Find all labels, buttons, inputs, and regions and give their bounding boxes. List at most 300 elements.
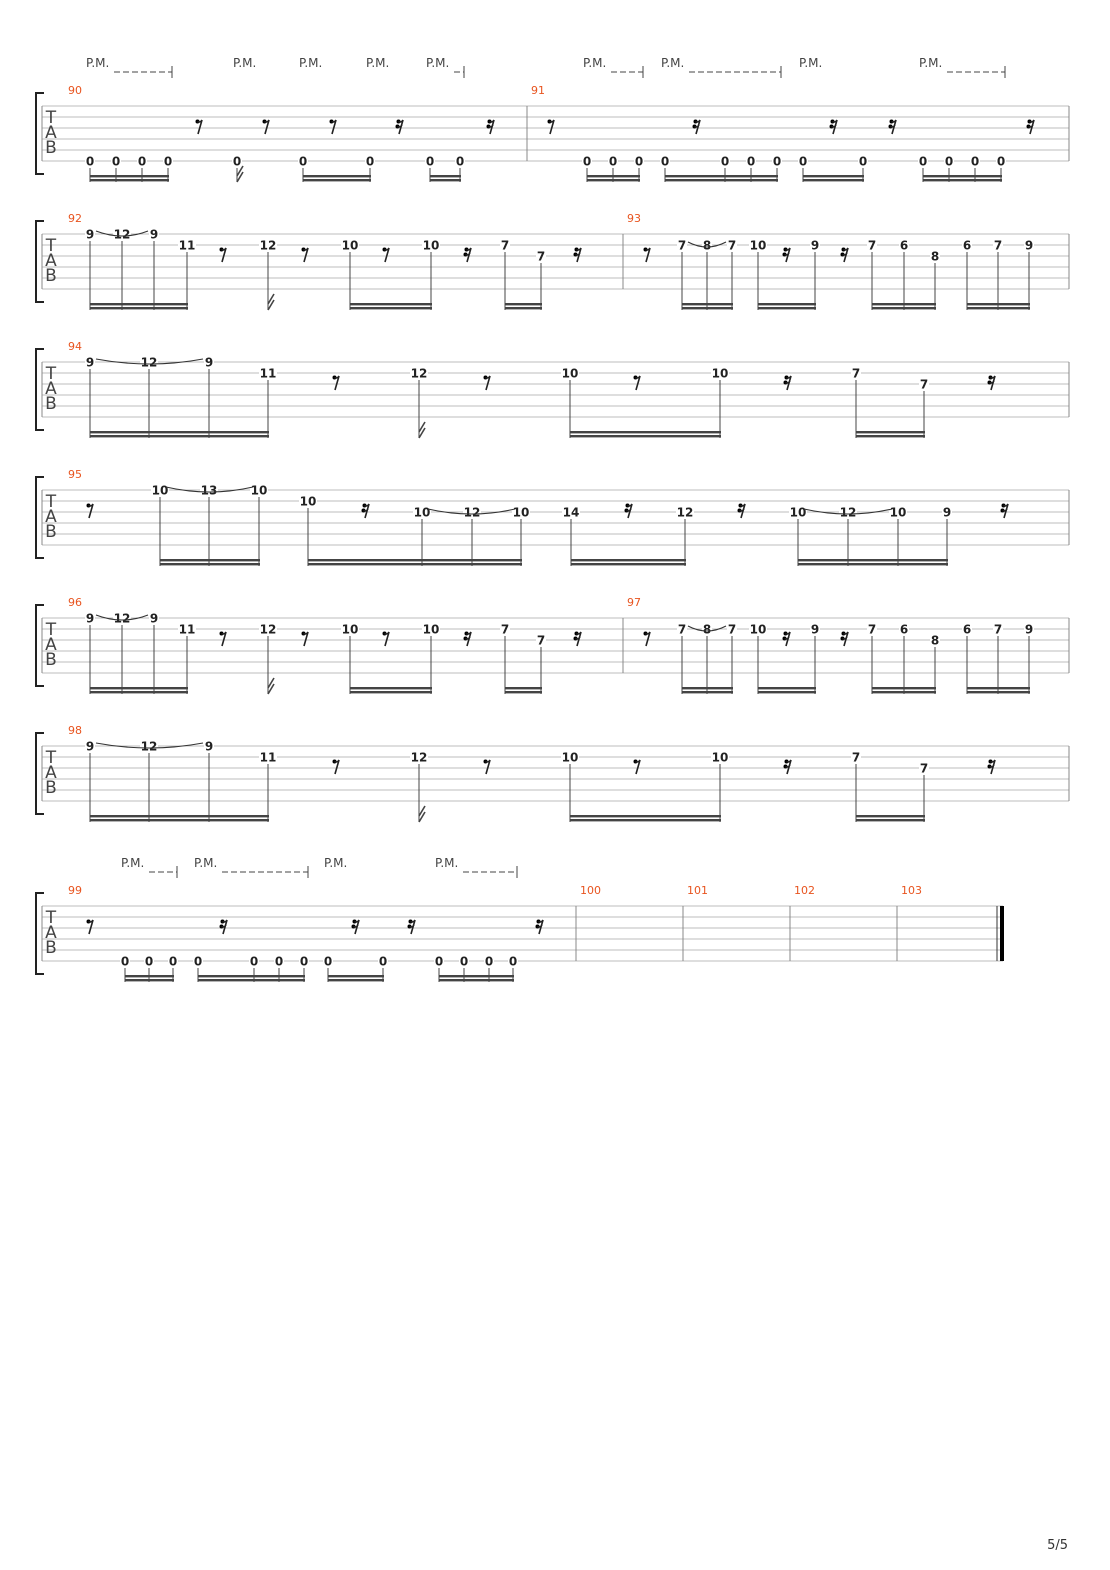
fret-number: 7 (677, 238, 687, 253)
beam (328, 975, 384, 977)
fret-number: 10 (512, 505, 530, 520)
measure (68, 884, 543, 982)
system-bracket (36, 605, 44, 686)
tab-clef-letter: T (45, 908, 57, 928)
fret-number: 7 (867, 622, 877, 637)
fret-number: 7 (851, 366, 861, 381)
beam (665, 179, 778, 181)
fret-number: 0 (970, 154, 980, 169)
fret-number: 10 (299, 494, 317, 509)
staff-system (36, 468, 1069, 566)
measure-number: 101 (687, 884, 708, 897)
fret-number: 7 (500, 622, 510, 637)
page-number: 5/5 (1047, 1538, 1068, 1553)
measure-number: 95 (68, 468, 82, 481)
sixteenth-rest (784, 376, 792, 391)
fret-number: 9 (85, 227, 95, 242)
beam (90, 815, 269, 817)
fret-number: 0 (232, 154, 242, 169)
fret-number: 10 (422, 238, 440, 253)
fret-number: 12 (676, 505, 694, 520)
beam (570, 815, 721, 817)
eighth-rest (383, 248, 390, 263)
measure-number: 92 (68, 212, 82, 225)
fret-number: 10 (413, 505, 431, 520)
staff-system (36, 724, 1069, 822)
fret-number: 10 (711, 366, 729, 381)
measure (901, 884, 922, 897)
beam (872, 687, 936, 689)
palm-mute-label: P.M. (86, 56, 110, 70)
beam (856, 431, 925, 433)
beam (758, 687, 816, 689)
fret-number: 0 (858, 154, 868, 169)
fret-number: 9 (1024, 622, 1034, 637)
beam (758, 307, 816, 309)
beam (198, 975, 305, 977)
tab-clef-letter: B (45, 266, 57, 286)
fret-number: 10 (341, 238, 359, 253)
measure-number: 91 (531, 84, 545, 97)
fret-number: 0 (168, 954, 178, 969)
beam (923, 175, 1002, 177)
beam (125, 979, 174, 981)
beam (856, 435, 925, 437)
measure (68, 596, 581, 694)
beam (439, 975, 514, 977)
palm-mute (435, 856, 517, 878)
eighth-rest (333, 760, 340, 775)
sixteenth-rest (408, 920, 416, 935)
measure-number: 99 (68, 884, 82, 897)
beam (90, 431, 269, 433)
tab-clef-letter: T (45, 492, 57, 512)
palm-mute (324, 856, 347, 870)
eighth-rest (333, 376, 340, 391)
fret-number: 7 (993, 622, 1003, 637)
fret-number: 0 (720, 154, 730, 169)
palm-mute-label: P.M. (426, 56, 450, 70)
sixteenth-rest (988, 760, 996, 775)
fret-number: 0 (434, 954, 444, 969)
palm-mute-label: P.M. (583, 56, 607, 70)
palm-mute-label: P.M. (366, 56, 390, 70)
fret-number: 10 (711, 750, 729, 765)
sixteenth-rest (574, 632, 582, 647)
fret-number: 0 (608, 154, 618, 169)
sixteenth-rest (396, 120, 404, 135)
fret-number: 0 (772, 154, 782, 169)
fret-number: 0 (111, 154, 121, 169)
fret-number: 6 (962, 622, 972, 637)
beam (303, 175, 371, 177)
beam (856, 819, 925, 821)
eighth-rest (548, 120, 555, 135)
fret-number: 9 (149, 227, 159, 242)
beam (350, 691, 432, 693)
palm-mute-label: P.M. (435, 856, 459, 870)
system-bracket (36, 221, 44, 302)
beam (798, 559, 948, 561)
beam (430, 175, 461, 177)
tab-clef-letter: A (45, 379, 57, 399)
sixteenth-rest (783, 248, 791, 263)
beam (90, 179, 169, 181)
staff-system (36, 340, 1069, 438)
fret-number: 10 (561, 366, 579, 381)
palm-mute-label: P.M. (799, 56, 823, 70)
fret-number: 0 (746, 154, 756, 169)
sixteenth-rest (487, 120, 495, 135)
fret-number: 12 (113, 611, 131, 626)
sixteenth-rest (1001, 504, 1009, 519)
beam (923, 179, 1002, 181)
beam (160, 559, 260, 561)
fret-number: 0 (163, 154, 173, 169)
fret-number: 8 (702, 622, 712, 637)
sixteenth-rest (784, 760, 792, 775)
fret-number: 0 (365, 154, 375, 169)
fret-number: 11 (178, 238, 196, 253)
fret-number: 10 (151, 483, 169, 498)
fret-number: 11 (259, 750, 277, 765)
fret-number: 9 (149, 611, 159, 626)
sixteenth-rest (841, 632, 849, 647)
fret-number: 0 (249, 954, 259, 969)
fret-number: 9 (810, 622, 820, 637)
sixteenth-rest (574, 248, 582, 263)
fret-number: 7 (536, 249, 546, 264)
fret-number: 9 (204, 355, 214, 370)
tab-clef-letter: A (45, 507, 57, 527)
measure-number: 93 (627, 212, 641, 225)
fret-number: 10 (749, 238, 767, 253)
measure (68, 84, 494, 182)
fret-number: 0 (144, 954, 154, 969)
fret-number: 0 (274, 954, 284, 969)
tab-clef-letter: T (45, 364, 57, 384)
measure (68, 724, 995, 822)
measure-number: 97 (627, 596, 641, 609)
eighth-rest (484, 760, 491, 775)
fret-number: 7 (727, 622, 737, 637)
measure (627, 596, 1034, 694)
beam (90, 303, 188, 305)
palm-mute (661, 56, 781, 78)
fret-number: 13 (200, 483, 218, 498)
beam (90, 819, 269, 821)
beam (967, 307, 1030, 309)
fret-number: 0 (425, 154, 435, 169)
beam (570, 431, 721, 433)
eighth-rest (634, 760, 641, 775)
staff-system (36, 212, 1069, 310)
sixteenth-rest (830, 120, 838, 135)
system-bracket (36, 893, 44, 974)
fret-number: 12 (410, 750, 428, 765)
fret-number: 0 (944, 154, 954, 169)
staff-system (36, 56, 1069, 182)
fret-number: 12 (410, 366, 428, 381)
fret-number: 7 (851, 750, 861, 765)
beam (665, 175, 778, 177)
measure-number: 102 (794, 884, 815, 897)
fret-number: 12 (463, 505, 481, 520)
fret-number: 9 (85, 739, 95, 754)
sixteenth-rest (536, 920, 544, 935)
eighth-rest (263, 120, 270, 135)
fret-number: 0 (582, 154, 592, 169)
fret-number: 0 (798, 154, 808, 169)
beam (125, 975, 174, 977)
palm-mute-label: P.M. (919, 56, 943, 70)
fret-number: 12 (839, 505, 857, 520)
eighth-rest (484, 376, 491, 391)
fret-number: 7 (993, 238, 1003, 253)
sixteenth-rest (738, 504, 746, 519)
beam (308, 559, 522, 561)
beam (308, 563, 522, 565)
beam (303, 179, 371, 181)
measure-number: 90 (68, 84, 82, 97)
fret-number: 7 (919, 761, 929, 776)
measure-number: 98 (68, 724, 82, 737)
beam (798, 563, 948, 565)
eighth-rest (330, 120, 337, 135)
tab-clef-letter: A (45, 763, 57, 783)
fret-number: 11 (259, 366, 277, 381)
fret-number: 10 (422, 622, 440, 637)
fret-number: 12 (140, 739, 158, 754)
fret-number: 8 (930, 633, 940, 648)
palm-mute-label: P.M. (661, 56, 685, 70)
beam (856, 815, 925, 817)
fret-number: 0 (918, 154, 928, 169)
measure (531, 84, 1034, 182)
fret-number: 0 (459, 954, 469, 969)
tab-clef-letter: T (45, 748, 57, 768)
eighth-rest (302, 632, 309, 647)
beam (758, 691, 816, 693)
sixteenth-rest (362, 504, 370, 519)
sixteenth-rest (783, 632, 791, 647)
palm-mute (299, 56, 322, 70)
beam (872, 303, 936, 305)
sixteenth-rest (1027, 120, 1035, 135)
beam (505, 303, 542, 305)
measure (627, 212, 1034, 310)
beam (758, 303, 816, 305)
tab-clef-letter: A (45, 251, 57, 271)
staff-system (36, 856, 1003, 982)
beam (571, 563, 686, 565)
tab-clef-letter: A (45, 123, 57, 143)
beam (90, 175, 169, 177)
beam (872, 691, 936, 693)
tab-clef-letter: B (45, 522, 57, 542)
tab-clef-letter: B (45, 138, 57, 158)
eighth-rest (644, 632, 651, 647)
sixteenth-rest (352, 920, 360, 935)
palm-mute (426, 56, 464, 78)
fret-number: 0 (298, 154, 308, 169)
fret-number: 10 (789, 505, 807, 520)
eighth-rest (302, 248, 309, 263)
fret-number: 12 (259, 622, 277, 637)
tab-clef-letter: A (45, 923, 57, 943)
sixteenth-rest (988, 376, 996, 391)
fret-number: 10 (749, 622, 767, 637)
sixteenth-rest (220, 920, 228, 935)
fret-number: 0 (137, 154, 147, 169)
beam (682, 691, 733, 693)
beam (505, 691, 542, 693)
fret-number: 0 (323, 954, 333, 969)
fret-number: 0 (378, 954, 388, 969)
palm-mute (583, 56, 643, 78)
beam (803, 175, 864, 177)
sixteenth-rest (625, 504, 633, 519)
eighth-rest (196, 120, 203, 135)
fret-number: 9 (810, 238, 820, 253)
measure-number: 103 (901, 884, 922, 897)
palm-mute-label: P.M. (121, 856, 145, 870)
beam (682, 307, 733, 309)
beam (90, 307, 188, 309)
system-bracket (36, 477, 44, 558)
measure-number: 94 (68, 340, 82, 353)
fret-number: 9 (85, 355, 95, 370)
system-bracket (36, 93, 44, 174)
fret-number: 11 (178, 622, 196, 637)
fret-number: 0 (193, 954, 203, 969)
beam (682, 687, 733, 689)
beam (587, 179, 640, 181)
palm-mute-label: P.M. (299, 56, 323, 70)
fret-number: 7 (919, 377, 929, 392)
fret-number: 9 (942, 505, 952, 520)
fret-number: 7 (867, 238, 877, 253)
beam (350, 687, 432, 689)
fret-number: 0 (508, 954, 518, 969)
system-bracket (36, 349, 44, 430)
fret-number: 0 (455, 154, 465, 169)
beam (350, 307, 432, 309)
fret-number: 12 (259, 238, 277, 253)
fret-number: 10 (250, 483, 268, 498)
beam (967, 691, 1030, 693)
fret-number: 10 (561, 750, 579, 765)
tab-clef-letter: T (45, 620, 57, 640)
tab-clef-letter: B (45, 778, 57, 798)
eighth-rest (634, 376, 641, 391)
fret-number: 0 (660, 154, 670, 169)
measure (68, 340, 995, 438)
fret-number: 0 (484, 954, 494, 969)
tab-clef-letter: T (45, 108, 57, 128)
fret-number: 9 (204, 739, 214, 754)
measure-number: 100 (580, 884, 601, 897)
beam (198, 979, 305, 981)
measure (687, 884, 708, 897)
beam (350, 303, 432, 305)
fret-number: 0 (85, 154, 95, 169)
palm-mute-label: P.M. (194, 856, 218, 870)
beam (90, 691, 188, 693)
staff-system (36, 596, 1069, 694)
fret-number: 12 (140, 355, 158, 370)
tab-clef-letter: T (45, 236, 57, 256)
beam (90, 435, 269, 437)
fret-number: 8 (930, 249, 940, 264)
measure (68, 468, 1008, 566)
fret-number: 10 (889, 505, 907, 520)
fret-number: 8 (702, 238, 712, 253)
fret-number: 6 (899, 622, 909, 637)
fret-number: 7 (677, 622, 687, 637)
sixteenth-rest (693, 120, 701, 135)
beam (587, 175, 640, 177)
fret-number: 7 (727, 238, 737, 253)
palm-mute (233, 56, 256, 70)
sixteenth-rest (464, 248, 472, 263)
beam (505, 687, 542, 689)
beam (571, 559, 686, 561)
palm-mute-label: P.M. (233, 56, 257, 70)
tab-clef-letter: B (45, 394, 57, 414)
eighth-rest (220, 632, 227, 647)
sixteenth-rest (889, 120, 897, 135)
fret-number: 12 (113, 227, 131, 242)
beam (90, 687, 188, 689)
beam (803, 179, 864, 181)
fret-number: 14 (562, 505, 580, 520)
beam (967, 687, 1030, 689)
fret-number: 7 (536, 633, 546, 648)
measure (794, 884, 815, 897)
fret-number: 6 (899, 238, 909, 253)
fret-number: 0 (634, 154, 644, 169)
beam (872, 307, 936, 309)
eighth-rest (383, 632, 390, 647)
eighth-rest (644, 248, 651, 263)
eighth-rest (87, 504, 94, 519)
eighth-rest (220, 248, 227, 263)
beam (505, 307, 542, 309)
palm-mute (121, 856, 177, 878)
fret-number: 10 (341, 622, 359, 637)
beam (328, 979, 384, 981)
fret-number: 9 (1024, 238, 1034, 253)
beam (570, 435, 721, 437)
sixteenth-rest (841, 248, 849, 263)
fret-number: 7 (500, 238, 510, 253)
beam (570, 819, 721, 821)
palm-mute (366, 56, 389, 70)
tab-clef-letter: A (45, 635, 57, 655)
beam (439, 979, 514, 981)
fret-number: 6 (962, 238, 972, 253)
beam (160, 563, 260, 565)
beam (682, 303, 733, 305)
palm-mute (194, 856, 308, 878)
fret-number: 0 (299, 954, 309, 969)
measure-number: 96 (68, 596, 82, 609)
fret-number: 9 (85, 611, 95, 626)
fret-number: 0 (996, 154, 1006, 169)
measure (68, 212, 581, 310)
palm-mute (86, 56, 172, 78)
